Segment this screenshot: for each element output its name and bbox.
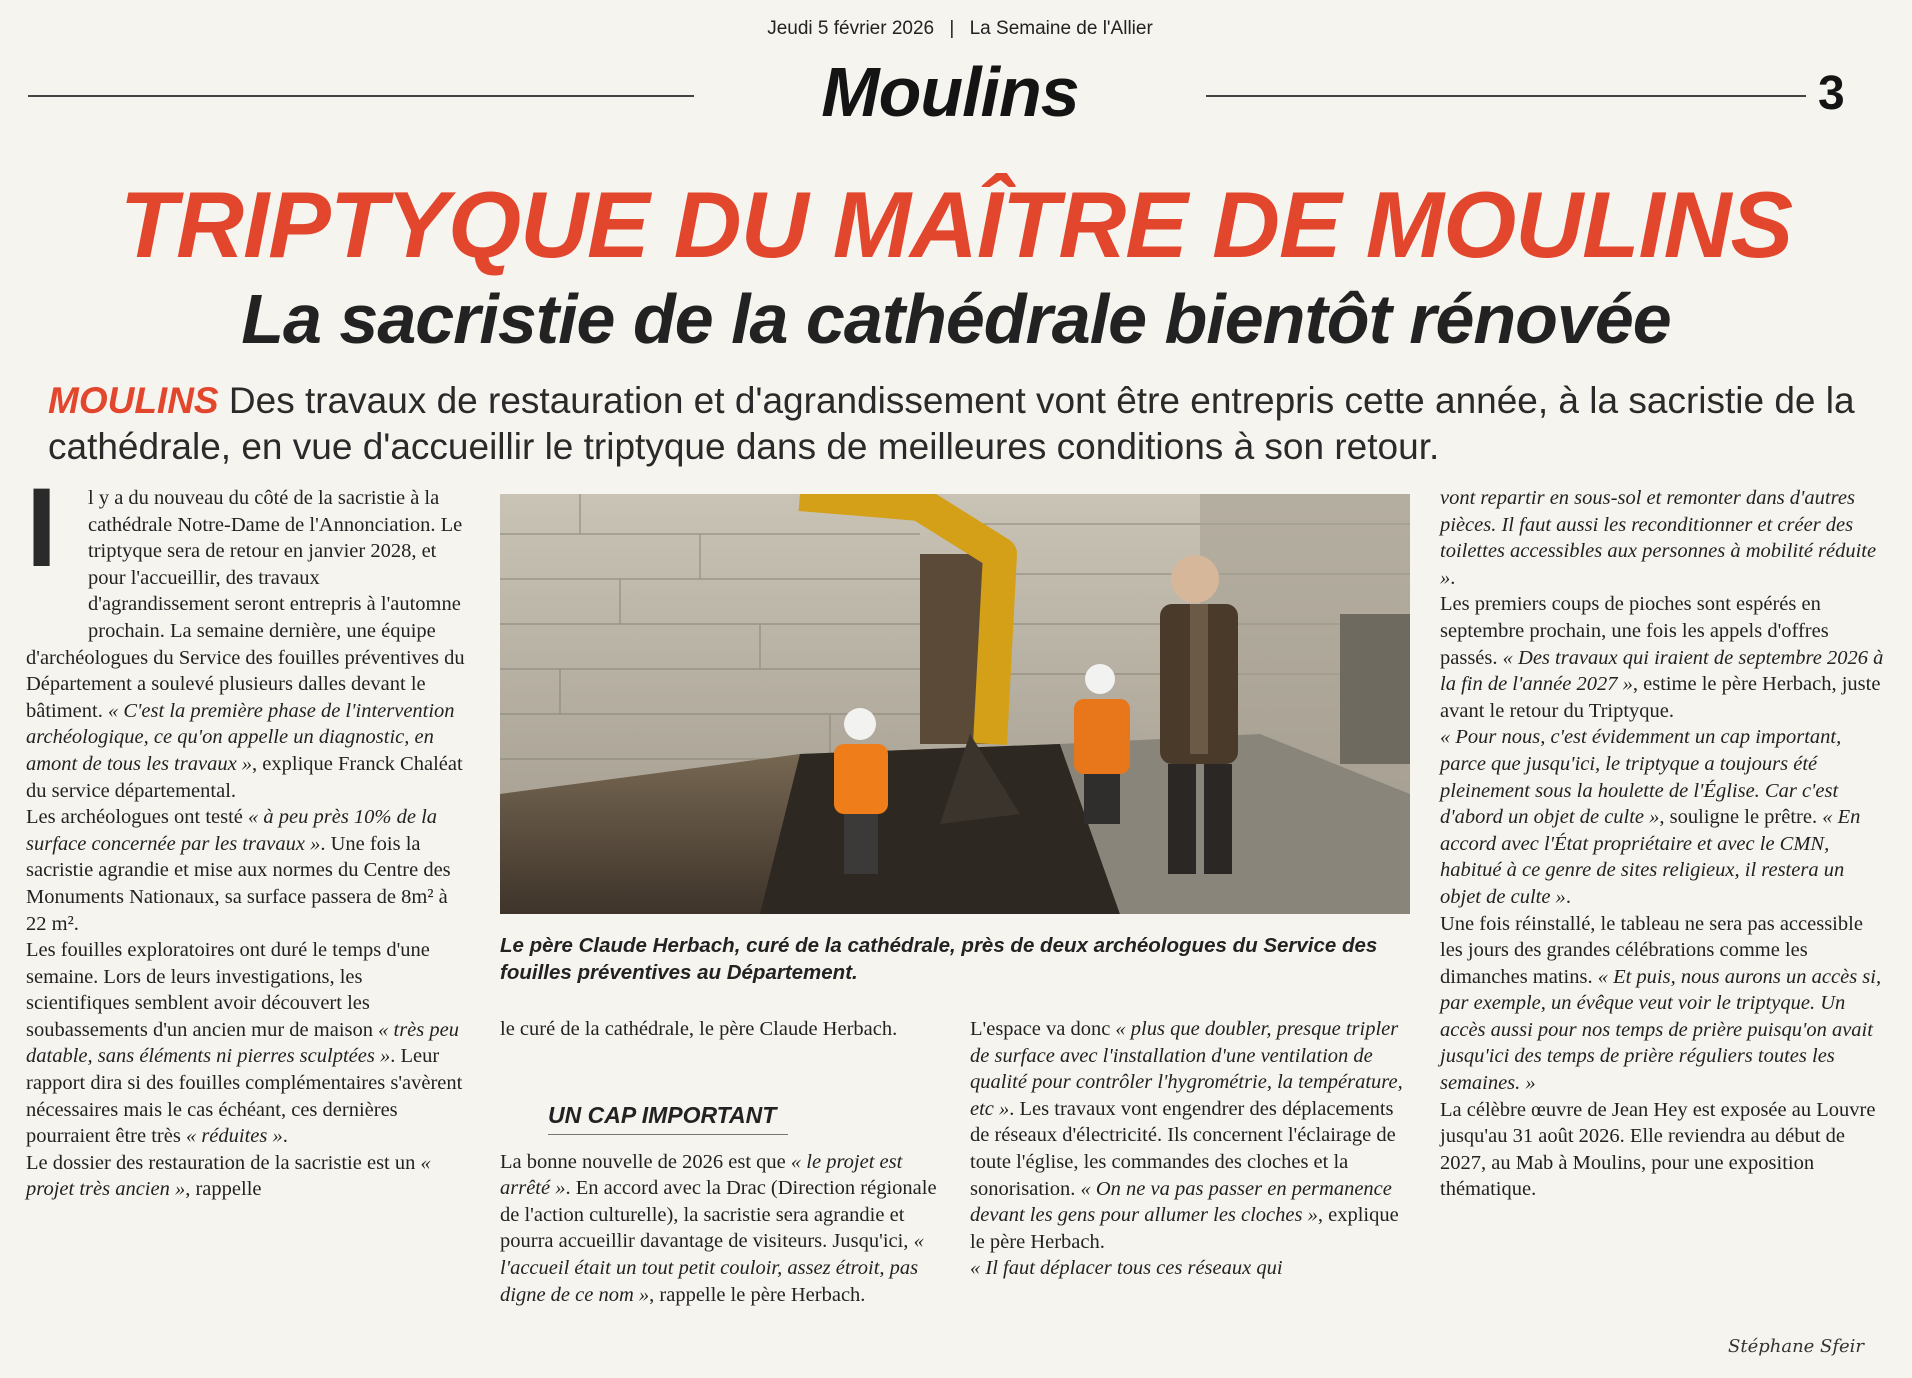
paragraph: « Il faut déplacer tous ces réseaux qui (970, 1257, 1283, 1280)
lede-text: Des travaux de restauration et d'agrandissement vont être entrepris cette année, à la sacristie de la cathédrale, en vue d'accueillir le triptyque dans de meilleures conditions à son retour. (48, 380, 1855, 467)
page-number: 3 (1818, 67, 1845, 120)
paragraph: Les archéologues ont testé « à peu près 10% de la surface concernée par les travaux ». Une fois la sacristie agrandie et mise aux normes du Centre des Monuments Nationaux, sa surface passera de 8m² à 22 m². (26, 806, 451, 935)
dateline-separator: | (949, 18, 955, 39)
paragraph: Le dossier des restauration de la sacristie est un « projet très ancien », rappelle (26, 1151, 431, 1201)
article-column-4 (1440, 485, 1890, 1203)
author-signature: Stéphane Sfeir (1728, 1336, 1865, 1357)
section-subhead: UN CAP IMPORTANT (548, 1102, 777, 1128)
paragraph: « Pour nous, c'est évidemment un cap important, parce que jusqu'ici, le triptyque a toujours été pleinement sous la houlette de l'Église. Car c'est d'abord un objet de culte », souligne le prêtre. « En accord avec l'État propriétaire et avec le CMN, habitué à ce genre de sites religieux, il restera un objet de culte ». (1440, 726, 1861, 908)
subhead-rule (548, 1134, 788, 1135)
paragraph: Les fouilles exploratoires ont duré le temps d'une semaine. Lors de leurs investigations, les scientifiques semblent avoir découvert les soubassements d'un ancien mur de maison « très peu datable, sans éléments ni pierres sculptées ». Leur rapport dira si des fouilles complémentaires s'avèrent nécessaires mais le cas échéant, ces dernières pourraient être très « réduites ». (26, 939, 463, 1148)
article-column-3 (970, 1016, 1410, 1282)
issue-date: Jeudi 5 février 2026 (767, 18, 935, 39)
article-lede (48, 378, 1868, 470)
header-dateline (760, 18, 1160, 40)
article-column-1 (26, 465, 466, 1203)
header-rule-right (1206, 95, 1806, 97)
drop-cap: I (26, 465, 58, 590)
paragraph: Les premiers coups de pioches sont espérés en septembre prochain, une fois les appels d'offres passés. « Des travaux qui iraient de septembre 2026 à la fin de l'année 2027 », estime le père Herbach, juste avant le retour du Triptyque. (1440, 593, 1884, 722)
section-title: Moulins (821, 53, 1079, 131)
article-headline: La sacristie de la cathédrale bientôt rénovée (241, 280, 1671, 358)
photo-caption: Le père Claude Herbach, curé de la cathédrale, près de deux archéologues du Service des fouilles préventives au Département. (500, 934, 1378, 984)
photo-illustration (500, 494, 1410, 914)
paragraph: La célèbre œuvre de Jean Hey est exposée au Louvre jusqu'au 31 août 2026. Elle reviendra au début de 2027, au Mab à Moulins, pour une exposition thématique. (1440, 1098, 1876, 1201)
lede-city: MOULINS (48, 380, 219, 421)
paragraph: Une fois réinstallé, le tableau ne sera pas accessible les jours des grandes célébrations comme les dimanches matins. « Et puis, nous aurons un accès si, par exemple, un évêque veut voir le triptyque. Un accès aussi pour nos temps de prière puisqu'on avait jusqu'ici des temps de prière réguliers toutes les semaines. » (1440, 912, 1882, 1095)
article-kicker: TRIPTYQUE DU MAÎTRE DE MOULINS (119, 172, 1793, 277)
paragraph: La bonne nouvelle de 2026 est que « le projet est arrêté ». En accord avec la Drac (Direction régionale de l'action culturelle), la sacristie sera agrandie et pourra accueillir davantage de visiteurs. Jusqu'ici, « l'accueil était un tout petit couloir, assez étroit, pas digne de ce nom », rappelle le père Herbach. (500, 1150, 937, 1306)
article-photo (500, 494, 1410, 914)
paragraph: l y a du nouveau du côté de la sacristie à la cathédrale Notre-Dame de l'Annonciation. Le triptyque sera de retour en janvier 2028, et pour l'accueillir, des travaux d'agrandissement seront entrepris à l'automne prochain. La semaine dernière, une équipe d'archéologues du Service des fouilles préventives du Département a soulevé plusieurs dalles devant le bâtiment. « C'est la première phase de l'intervention archéologique, ce qu'on appelle un diagnostic, en amont de tous les travaux », explique Franck Chaléat du service départemental. (26, 487, 465, 802)
article-column-2 (500, 1016, 938, 1308)
publication-name: La Semaine de l'Allier (969, 18, 1153, 39)
paragraph: L'espace va donc « plus que doubler, presque tripler de surface avec l'installation d'une ventilation de qualité pour contrôler l'hygrométrie, la température, etc ». Les travaux vont engendrer des déplacements de réseaux d'électricité. Ils concernent l'éclairage de toute l'église, les commandes des cloches et la sonorisation. « On ne va pas passer en permanence devant les gens pour allumer les cloches », explique le père Herbach. (970, 1018, 1403, 1253)
paragraph: le curé de la cathédrale, le père Claude Herbach. (500, 1018, 898, 1040)
paragraph: vont repartir en sous-sol et remonter dans d'autres pièces. Il faut aussi les reconditionner et créer des toilettes accessibles aux personnes à mobilité réduite ». (1440, 487, 1877, 589)
header-rule-left (28, 95, 694, 97)
